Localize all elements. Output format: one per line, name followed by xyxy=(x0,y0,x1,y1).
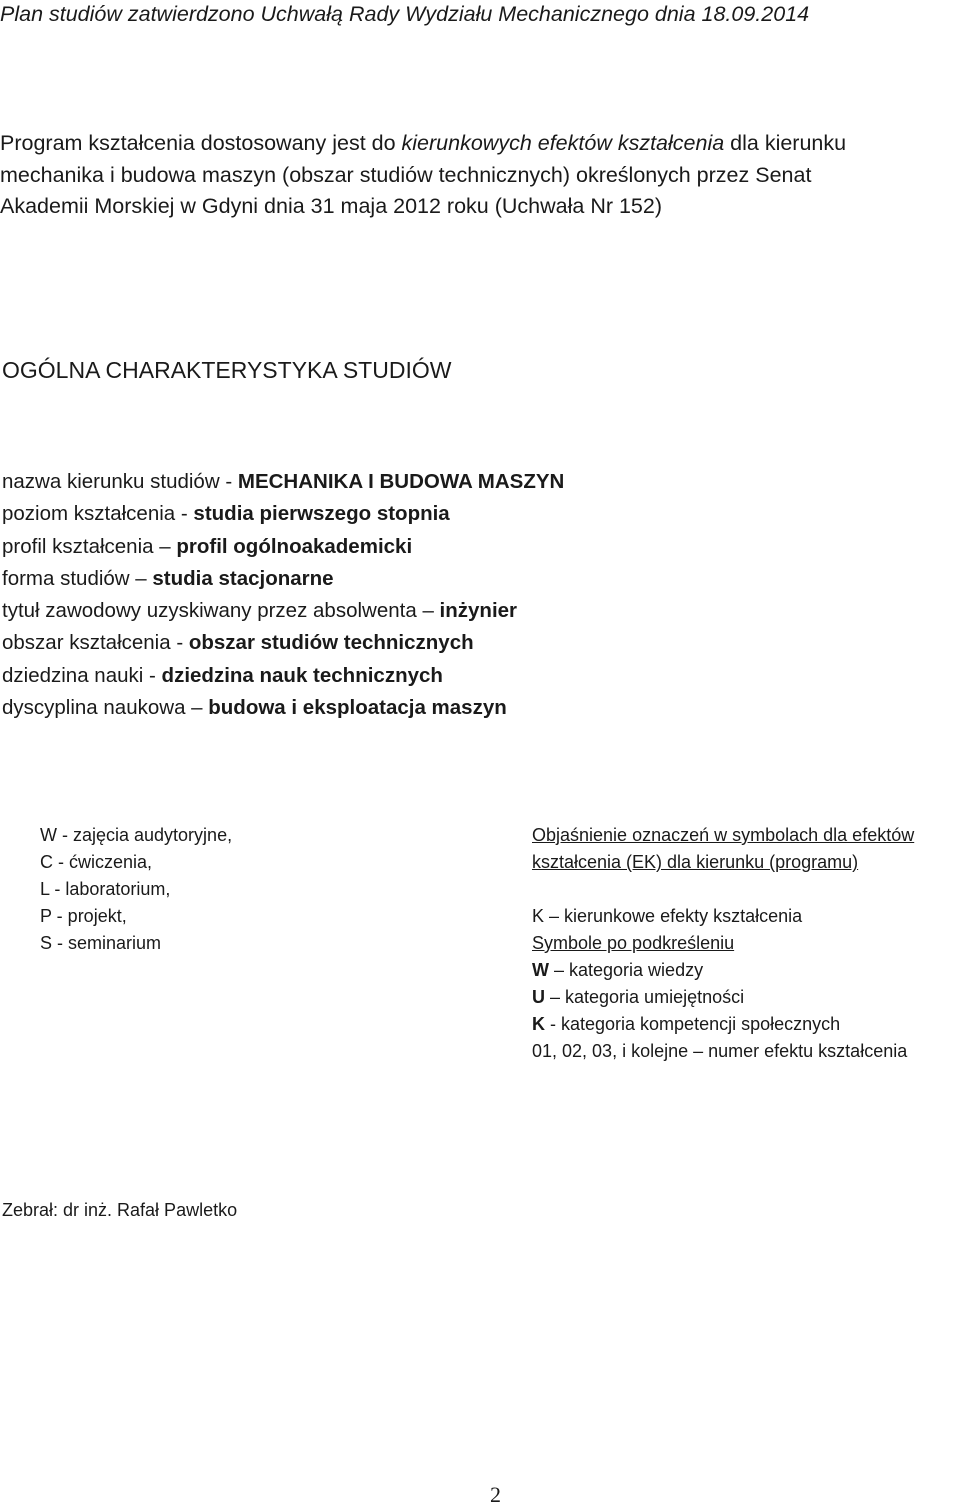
characteristic-value: inżynier xyxy=(439,599,518,623)
category-k-text: - kategoria kompetencji społecznych xyxy=(545,1014,841,1034)
characteristic-value: studia pierwszego stopnia xyxy=(193,502,450,526)
legend-item: W - zajęcia audytoryjne, xyxy=(40,825,233,845)
characteristic-row xyxy=(2,498,564,530)
characteristic-label: nazwa kierunku studiów - xyxy=(2,470,238,493)
intro-paragraph xyxy=(0,128,960,223)
characteristic-row xyxy=(2,466,564,498)
explanation-title-line-2: kształcenia (EK) dla kierunku (programu) xyxy=(532,852,859,872)
intro-line-1 xyxy=(0,128,960,160)
symbols-title: Symbole po podkreśleniu xyxy=(532,933,735,953)
category-u-code: U xyxy=(532,987,545,1007)
numbers-line: 01, 02, 03, i kolejne – numer efektu kształcenia xyxy=(532,1041,908,1061)
characteristic-row xyxy=(2,531,564,563)
k-effects-line: K – kierunkowe efekty kształcenia xyxy=(532,906,803,926)
intro-line-1-end: dla kierunku xyxy=(724,131,847,155)
intro-line-1-italic: kierunkowych efektów kształcenia xyxy=(401,131,725,155)
characteristic-label: profil kształcenia – xyxy=(2,534,177,558)
characteristic-value: obszar studiów technicznych xyxy=(188,631,474,655)
characteristic-value: studia stacjonarne xyxy=(152,566,334,590)
characteristic-value: dziedzina nauk technicznych xyxy=(161,663,443,687)
characteristic-row xyxy=(2,660,564,692)
document-header: Plan studiów zatwierdzono Uchwałą Rady Wydziału Mechanicznego dnia 18.09.2014 xyxy=(0,2,810,26)
page-number: 2 xyxy=(490,1482,501,1507)
characteristic-label: poziom kształcenia - xyxy=(2,502,194,526)
characteristic-label: tytuł zawodowy uzyskiwany przez absolwenta – xyxy=(2,599,440,623)
characteristic-value: budowa i eksploatacja maszyn xyxy=(208,696,507,720)
characteristic-label: dziedzina nauki - xyxy=(2,663,162,687)
compiled-by: Zebrał: dr inż. Rafał Pawletko xyxy=(2,1200,238,1220)
intro-line-3: Akademii Morskiej w Gdyni dnia 31 maja 2012 roku (Uchwała Nr 152) xyxy=(0,194,663,218)
characteristic-label: obszar kształcenia - xyxy=(2,631,189,655)
category-w-line xyxy=(532,957,914,984)
explanation-title-line-1: Objaśnienie oznaczeń w symbolach dla efektów xyxy=(532,825,915,845)
category-w-code: W xyxy=(532,960,549,980)
intro-line-2: mechanika i budowa maszyn (obszar studiów technicznych) określonych przez Senat xyxy=(0,162,812,187)
category-k-code: K xyxy=(532,1014,545,1034)
symbols-explanation xyxy=(532,822,914,1065)
characteristic-row xyxy=(2,627,564,659)
characteristics-list xyxy=(2,466,564,724)
intro-line-1-start: Program kształcenia dostosowany jest do xyxy=(0,131,402,155)
section-heading: OGÓLNA CHARAKTERYSTYKA STUDIÓW xyxy=(2,357,452,383)
category-w-text: – kategoria wiedzy xyxy=(549,960,704,980)
characteristic-label: dyscyplina naukowa – xyxy=(2,696,209,720)
category-u-line xyxy=(532,984,914,1011)
characteristic-row xyxy=(2,692,564,724)
characteristic-value: MECHANIKA I BUDOWA MASZYN xyxy=(237,470,565,493)
characteristic-value: profil ogólnoakademicki xyxy=(176,534,413,558)
category-u-text: – kategoria umiejętności xyxy=(545,987,745,1007)
legend-item: L - laboratorium, xyxy=(40,879,171,899)
characteristic-label: forma studiów – xyxy=(2,566,153,590)
class-types-legend xyxy=(40,822,232,957)
category-k-line xyxy=(532,1011,914,1038)
legend-item: C - ćwiczenia, xyxy=(40,852,153,872)
characteristic-row xyxy=(2,563,564,595)
characteristic-row xyxy=(2,595,564,627)
legend-item: P - projekt, xyxy=(40,906,127,926)
legend-item: S - seminarium xyxy=(40,933,162,953)
